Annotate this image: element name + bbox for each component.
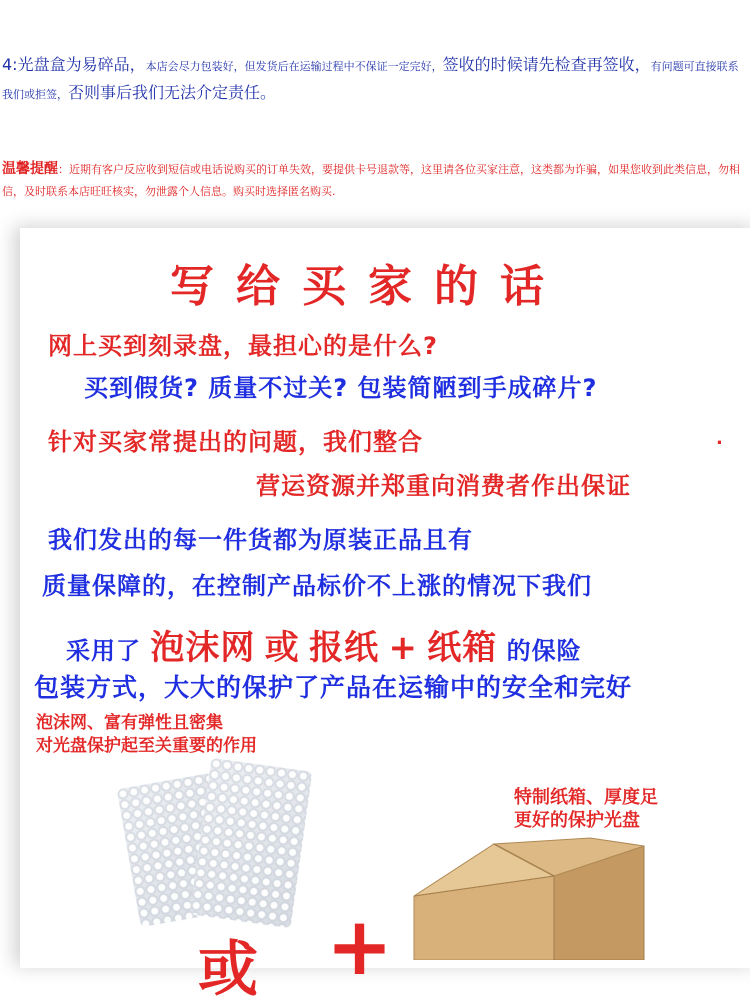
line7-foam: 泡沫网 [150,628,256,668]
shipping-notice [2,52,748,108]
card-folded-corner [20,228,42,250]
box-caption-line-2: 更好的保护光盘 [514,810,640,831]
letter-line-3-dot: . [716,428,724,449]
letter-line-6: 质量保障的，在控制产品标价不上涨的情况下我们 [42,572,592,600]
fraud-warning [2,158,748,203]
notice-part-2: 本店会尽力包装好，但发货后在运输过程中不保证一定完好， [145,60,443,73]
letter-line-4: 营运资源并郑重向消费者作出保证 [256,472,631,500]
foam-caption-line-2: 对光盘保护起至关重要的作用 [36,736,257,756]
box-caption [514,786,658,832]
box-caption-line-1: 特制纸箱、厚度足 [514,787,658,808]
line7-plus: + [388,628,418,668]
line7-carton: 纸箱 [427,628,498,668]
foam-caption [36,712,257,758]
notice-part-3: 签收的时候请先检查再签收， [442,55,651,74]
letter-line-7 [66,620,582,669]
letter-line-8: 包装方式，大大的保护了产品在运输中的安全和完好 [34,673,633,702]
letter-line-5: 我们发出的每一件货都为原装正品且有 [48,526,473,554]
foam-caption-line-1: 泡沫网、富有弹性且密集 [36,713,223,733]
notice-part-5: 否则事后我们无法介定责任。 [68,83,277,102]
letter-title: 写给买家的话 [170,261,566,312]
letter-line-3: 针对买家常提出的问题，我们整合 [48,428,423,456]
letter-line-2: 买到假货? 质量不过关? 包装简陋到手成碎片? [84,374,598,402]
line7-or: 或 [264,628,300,668]
line7-suffix: 的保险 [506,637,582,665]
bubble-wrap-image [190,758,313,929]
line7-prefix: 采用了 [66,637,141,665]
cardboard-box-image [404,836,660,960]
notice-part-1: 4:光盘盒为易碎品， [2,55,146,74]
or-glyph: 或 [198,935,258,1005]
notice-part-4: 有问题可直接联系我们或拒签， [2,60,739,101]
letter-line-1: 网上买到刻录盘，最担心的是什么? [48,332,438,360]
line7-newspaper: 报纸 [309,628,380,668]
plus-glyph: + [326,900,394,993]
warning-heading: 温馨提醒 [2,161,58,177]
warning-body: ：近期有客户反应收到短信或电话说购买的订单失效，要提供卡号退款等，这里请各位买家注意，这类都为诈骗，如果您收到此类信息，勿相信，及时联系本店旺旺核实，勿泄露个人信息。购买时选择匿名购买. [2,163,740,198]
